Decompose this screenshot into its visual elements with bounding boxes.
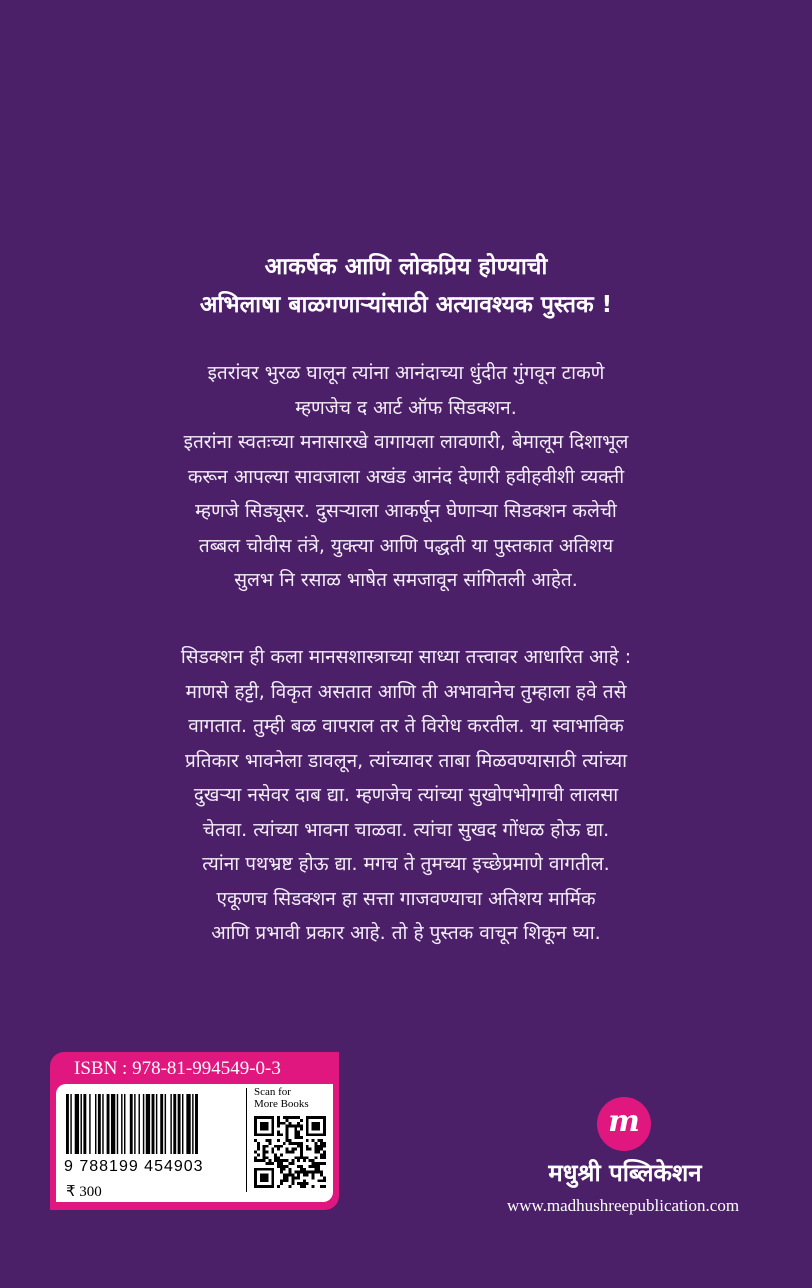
blurb-line: इतरांवर भुरळ घालून त्यांना आनंदाच्या धुंदीत गुंगवून टाकणे bbox=[207, 362, 605, 384]
tagline bbox=[0, 248, 812, 324]
scan-caption bbox=[254, 1086, 309, 1110]
blurb-paragraph-2 bbox=[100, 640, 712, 951]
blurb-line: तब्बल चोवीस तंत्रे, युक्त्या आणि पद्धती या पुस्तकात अतिशय bbox=[198, 534, 614, 557]
blurb-line: दुखऱ्या नसेवर दाब द्या. म्हणजेच त्यांच्या सुखोपभोगाची लालसा bbox=[193, 784, 619, 806]
blurb-line: सुलभ नि रसाळ भाषेत समजावून सांगितली आहेत. bbox=[234, 569, 578, 591]
tagline-line-2: अभिलाषा बाळगणाऱ्यांसाठी अत्यावश्यक पुस्तक ! bbox=[199, 292, 613, 318]
blurb-line: करून आपल्या सावजाला अखंड आनंद देणारी हवीहवीशी व्यक्ती bbox=[187, 465, 625, 488]
scan-caption-line-1: Scan for bbox=[254, 1086, 291, 1098]
publisher-logo-icon bbox=[597, 1097, 651, 1151]
blurb-line: वागतात. तुम्ही बळ वापराल तर ते विरोध करतील. या स्वाभाविक bbox=[188, 715, 624, 737]
blurb-line: प्रतिकार भावनेला डावलून, त्यांच्यावर ताबा मिळवण्यासाठी त्यांच्या bbox=[184, 749, 628, 772]
publisher-logo-letter: m bbox=[608, 1104, 640, 1139]
blurb-line: सिडक्शन ही कला मानसशास्त्राच्या साध्या तत्त्वावर आधारित आहे : bbox=[180, 646, 632, 668]
blurb-line: चेतवा. त्यांच्या भावना चाळवा. त्यांचा सुखद गोंधळ होऊ द्या. bbox=[202, 818, 610, 841]
qr-code-icon[interactable] bbox=[254, 1116, 326, 1188]
isbn-label: ISBN : 978-81-994549-0-3 bbox=[74, 1058, 281, 1079]
blurb-paragraph-1 bbox=[100, 356, 712, 598]
scan-caption-line-2: More Books bbox=[254, 1098, 309, 1110]
publisher-name: मधुश्री पब्लिकेशन bbox=[548, 1159, 702, 1187]
blurb-line: म्हणजेच द आर्ट ऑफ सिडक्शन. bbox=[295, 396, 517, 419]
blurb-line: त्यांना पथभ्रष्ट होऊ द्या. मगच ते तुमच्या इच्छेप्रमाणे वागतील. bbox=[202, 853, 610, 875]
blurb-line: एकूणच सिडक्शन हा सत्ता गाजवण्याचा अतिशय मार्मिक bbox=[216, 887, 596, 910]
barcode-icon bbox=[66, 1094, 238, 1154]
tagline-line-1: आकर्षक आणि लोकप्रिय होण्याची bbox=[264, 254, 548, 280]
isbn-panel bbox=[56, 1084, 333, 1202]
blurb-line: इतरांना स्वतःच्या मनासारखे वागायला लावणारी, बेमालूम दिशाभूल bbox=[183, 431, 629, 453]
isbn-box bbox=[50, 1052, 339, 1210]
divider bbox=[246, 1088, 247, 1192]
barcode-number: 9 788199 454903 bbox=[64, 1158, 204, 1175]
publisher-url[interactable]: www.madhushreepublication.com bbox=[506, 1196, 740, 1215]
blurb-line: म्हणजे सिड्यूसर. दुसऱ्याला आकर्षून घेणाऱ्या सिडक्शन कलेची bbox=[195, 500, 617, 522]
price: ₹ 300 bbox=[66, 1184, 102, 1200]
blurb-line: माणसे हट्टी, विकृत असतात आणि ती अभावानेच तुम्हाला हवे तसे bbox=[185, 680, 627, 703]
blurb-line: आणि प्रभावी प्रकार आहे. तो हे पुस्तक वाचून शिकून घ्या. bbox=[211, 922, 601, 944]
